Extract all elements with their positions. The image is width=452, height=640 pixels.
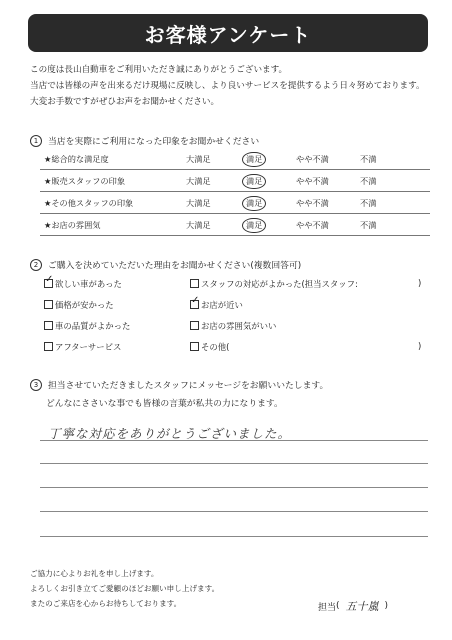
checkbox[interactable] bbox=[190, 342, 199, 351]
option-after-service[interactable] bbox=[44, 341, 121, 353]
option-somewhat-dissatisfied[interactable]: やや不満 bbox=[296, 154, 329, 164]
message-line bbox=[40, 440, 428, 441]
closing-line-1: ご協力に心よりお礼を申し上げます。 bbox=[30, 569, 159, 578]
closing-text bbox=[30, 566, 219, 611]
staff-close-paren: ) bbox=[384, 601, 389, 611]
option-label: スタッフの対応がよかった(担当スタッフ: bbox=[201, 279, 358, 289]
check-mark-icon: ✓ bbox=[45, 274, 54, 285]
option-somewhat-dissatisfied[interactable]: やや不満 bbox=[296, 220, 329, 230]
intro-text bbox=[30, 62, 425, 110]
option-label: お店の雰囲気がいい bbox=[201, 321, 277, 331]
option-somewhat-dissatisfied[interactable]: やや不満 bbox=[296, 176, 329, 186]
option-label: 欲しい車があった bbox=[55, 279, 122, 289]
rating-row bbox=[40, 214, 430, 236]
option-dissatisfied[interactable]: 不満 bbox=[360, 154, 377, 164]
survey-title: お客様アンケート bbox=[28, 14, 428, 52]
q2-heading-text: ご購入を決めていただいた理由をお聞かせください(複数回答可) bbox=[48, 261, 302, 271]
check-mark-icon: ✓ bbox=[191, 295, 200, 306]
intro-line-2: 当店では皆様の声を出来るだけ現場に反映し、より良いサービスを提供するよう日々努めております。 bbox=[30, 81, 425, 91]
staff-name: 五十嵐 bbox=[345, 600, 379, 613]
checkbox-checked[interactable] bbox=[190, 295, 200, 309]
option-satisfied-selected[interactable]: 満足 bbox=[242, 174, 266, 189]
handwritten-message: 丁寧な対応をありがとうございました。 bbox=[48, 426, 292, 441]
checkbox[interactable] bbox=[190, 279, 199, 288]
rating-row bbox=[40, 170, 430, 192]
message-line bbox=[40, 511, 428, 512]
option-satisfied-selected[interactable]: 満足 bbox=[242, 218, 266, 233]
option-store-atmosphere[interactable] bbox=[190, 320, 276, 332]
checkbox[interactable] bbox=[44, 300, 53, 309]
option-store-nearby[interactable] bbox=[190, 295, 243, 311]
closing-line-3: またのご来店を心からお待ちしております。 bbox=[30, 599, 182, 608]
q2-number: 2 bbox=[30, 259, 42, 271]
message-line bbox=[40, 536, 428, 537]
staff-open-paren: ( bbox=[336, 601, 340, 611]
q1-rating-table bbox=[40, 148, 430, 236]
checkbox[interactable] bbox=[190, 321, 199, 330]
option-dissatisfied[interactable]: 不満 bbox=[360, 220, 377, 230]
checkbox[interactable] bbox=[44, 321, 53, 330]
rating-row-label: ★販売スタッフの印象 bbox=[44, 176, 126, 186]
q1-heading-text: 当店を実際にご利用になった印象をお聞かせください bbox=[48, 137, 260, 147]
option-cheap-price[interactable] bbox=[44, 299, 114, 311]
q1-number: 1 bbox=[30, 135, 42, 147]
option-satisfied-selected[interactable]: 満足 bbox=[242, 196, 266, 211]
option-satisfied-selected[interactable]: 満足 bbox=[242, 152, 266, 167]
rating-row bbox=[40, 192, 430, 214]
close-paren: ) bbox=[418, 278, 422, 288]
option-dissatisfied[interactable]: 不満 bbox=[360, 176, 377, 186]
rating-row-label: ★その他スタッフの印象 bbox=[44, 198, 134, 208]
checkbox-checked[interactable] bbox=[44, 274, 54, 288]
option-label: その他( bbox=[201, 342, 230, 352]
q2-heading bbox=[30, 258, 301, 271]
q3-number: 3 bbox=[30, 379, 42, 391]
option-dissatisfied[interactable]: 不満 bbox=[360, 198, 377, 208]
option-other[interactable] bbox=[190, 341, 229, 353]
option-very-satisfied[interactable]: 大満足 bbox=[186, 176, 211, 186]
q3-heading-text: 担当させていただきましたスタッフにメッセージをお願いいたします。 bbox=[48, 381, 329, 391]
option-somewhat-dissatisfied[interactable]: やや不満 bbox=[296, 198, 329, 208]
intro-line-3: 大変お手数ですがぜひお声をお聞かせください。 bbox=[30, 97, 220, 107]
q3-subheading: どんなにささいな事でも皆様の言葉が私共の力になります。 bbox=[46, 399, 283, 409]
option-very-satisfied[interactable]: 大満足 bbox=[186, 154, 211, 164]
option-label: 価格が安かった bbox=[55, 300, 114, 310]
message-line bbox=[40, 463, 428, 464]
close-paren: ) bbox=[418, 341, 422, 351]
option-wanted-car[interactable] bbox=[44, 274, 122, 290]
closing-line-2: よろしくお引き立てご愛顧のほどお願い申し上げます。 bbox=[30, 584, 220, 593]
q3-heading bbox=[30, 378, 328, 391]
checkbox[interactable] bbox=[44, 342, 53, 351]
option-staff-response[interactable] bbox=[190, 278, 358, 290]
option-label: アフターサービス bbox=[55, 342, 122, 352]
staff-label: 担当 bbox=[318, 602, 337, 613]
option-car-quality[interactable] bbox=[44, 320, 130, 332]
option-very-satisfied[interactable]: 大満足 bbox=[186, 220, 211, 230]
q1-heading bbox=[30, 134, 259, 147]
rating-row-label: ★総合的な満足度 bbox=[44, 154, 109, 164]
option-label: 車の品質がよかった bbox=[55, 321, 131, 331]
option-very-satisfied[interactable]: 大満足 bbox=[186, 198, 211, 208]
intro-line-1: この度は長山自動車をご利用いただき誠にありがとうございます。 bbox=[30, 65, 288, 75]
option-label: お店が近い bbox=[201, 300, 243, 310]
rating-row-label: ★お店の雰囲気 bbox=[44, 220, 101, 230]
rating-row bbox=[40, 148, 430, 170]
message-line bbox=[40, 487, 428, 488]
staff-signature bbox=[318, 598, 388, 614]
